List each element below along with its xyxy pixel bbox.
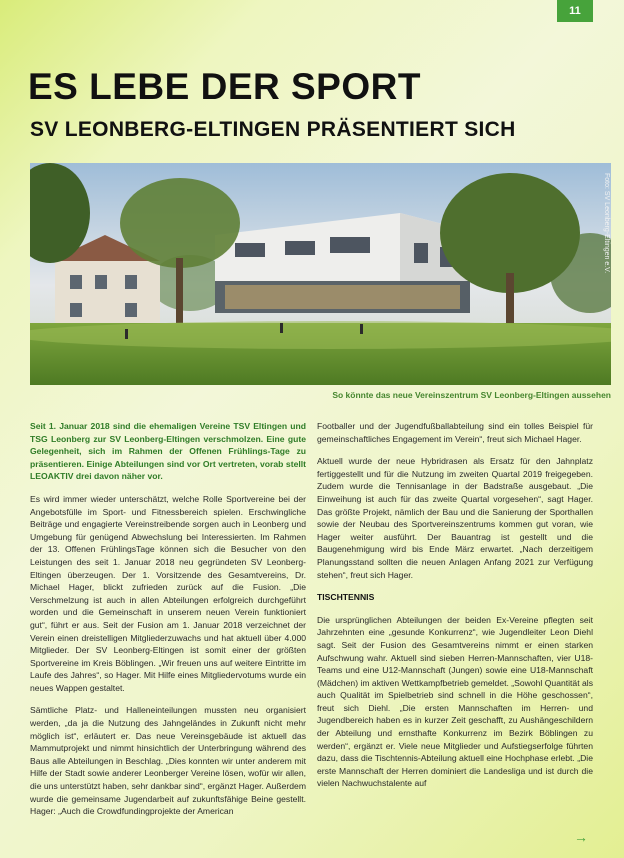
article-paragraph: Footballer und der Jugendfußballabteilung sind ein tolles Beispiel für gemeinschaftliches Engagement im Verein“, freut sich Michael Hager. [317,421,593,444]
arrow-right-icon: → [574,829,588,845]
article-paragraph: Die ursprünglichen Abteilungen der beiden Ex-Vereine pflegten seit Jahrzehnten eine „gesunde Konkurrenz“, wie Jugendleiter Leon Diehl sagt. Seit der Fusion des Gesamtvereins nimmt er einen starken Aufschwung wahr. Aktuell sind sieben Herren-Mannschaften, vier U18-Teams und eine U12-Mannschaft (Jungen) sowie eine U18-Mannschaft (Mädchen) im aktiven Wettkampfbetrieb gemeldet. „Sowohl Quantität als auch Qualität im Spielbetrieb sind schnell in die Höhe geschossen“, freut sich Diehl. „Die ersten Mannschaften im Herren- und Jugendbereich haben es in kurzer Zeit geschafft, zu Aushängeschildern der Abteilung und ernsthafte Konkurrenz im Bezirk Böblingen zu werden“, ergänzt er. Viele neue Mitglieder und Aufstiegserfolge führten dazu, dass die Tischtennis-Abteilung aktuell eine Hochphase erlebt. „Die erste Mannschaft der Herren dominiert die Landesliga und ist durch die vielen Nachwuchstalente auf [317,614,593,789]
article-paragraph: Sämtliche Platz- und Halleneinteilungen mussten neu organisiert werden, „da ja die Nutzung des Jahngeländes in Zukunft nicht mehr möglich ist“, erläutert er. Das neue Vereinsgebäude ist aktuell das Mammutprojekt und nimmt hinsichtlich der Unterbringung während des Baus alle Abteilungen in Beschlag. „Dies konnten wir unter anderem mit Hilfe der Stadt sowie anderer Leonberger Vereine lösen, wofür wir allen, die uns unterstützt haben, sehr dankbar sind“, ergänzt Hager. Außerdem wurde die gemeinsame Jugendarbeit auf zukunftsfähige Beine gestellt. Hager: „Auch die Crowdfundingprojekte der American [30,705,306,817]
clubhouse-rendering-illustration [30,163,611,385]
section-heading: TISCHTENNIS [317,592,375,603]
page-title: ES LEBE DER SPORT [28,66,421,107]
clubhouse-rendering-image [30,163,611,385]
photo-credit: Foto: SV Leonberg-Eltingen e.V. [603,173,610,274]
article-column-right [317,420,593,800]
article-column-left [30,420,306,828]
page-subtitle: SV LEONBERG-ELTINGEN PRÄSENTIERT SICH [30,118,516,141]
article-paragraph: Es wird immer wieder unterschätzt, welche Rolle Sportvereine bei der Angebotsfülle im Sport- und Fitnessbereich spielen. Erschwingliche Beiträge und engagierte Vereinstreibende sorgen auch in Leonberg und Umgebung für genügend Abwechslung bei Interessierten. Im Rahmen der 13. Offenen FrühlingsTage können sich die Besucher von den Leistungen des seit 1. Januar 2018 neu gegründeten SV Leonberg-Eltingen überzeugen. Der 1. Vorsitzende des Gesamtvereins, Dr. Michael Hager, blickt zufrieden zurück auf die Fusion. „Die Verschmelzung ist auch in allen Abteilungen erfolgreich durchgeführt worden und die Gemeinschaft in unserem neuen Verein funktioniert gut“, führt er aus. Seit der Fusion am 1. Januar 2018 verzeichnet der Verein einen dreistelligen Mitgliederzuwachs und hat aktuell über 4.000 Mitglieder. Der SV Leonberg-Eltingen ist somit einer der größten Sportvereine im Kreis Böblingen. „Wir freuen uns auf weitere Eintritte im Laufe des Jahres“, so Hager. Mit Hilfe eines Mitgliedervotums wurde ein neues Wappen gestaltet. [30,493,306,693]
article-paragraph: Aktuell wurde der neue Hybridrasen als Ersatz für den Jahnplatz fertiggestellt und für die Nutzung im zweiten Quartal 2019 freigegeben. Zudem wurde die Tennisanlage in der Badstraße ausgebaut. „Die Einweihung ist auch für das zweite Quartal vorgesehen“, sagt Hager. Das größte Projekt, nämlich der Bau und die Sanierung der Sporthallen sowie der Neubau des Sportvereinszentrums kommen gut voran, wie Hager weiter ausführt. Der Bauantrag ist gestellt und die Baugenehmigung wird bis Ende März erwartet. „Nach derzeitigem Planungsstand sollten die neuen Anlagen Anfang 2021 zur Verfügung stehen“, freut sich Hager. [317,456,593,580]
page-number: 11 [557,0,593,22]
article-intro: Seit 1. Januar 2018 sind die ehemaligen Vereine TSV Eltingen und TSG Leonberg zur SV Leonberg-Eltingen verschmolzen. Eine gute Gelegenheit, sich im Rahmen der Offenen Frühlings-Tage zu präsentieren. Einige Abteilungen sind vor Ort vertreten, vorab stellt LEOAKTIV drei davon näher vor. [30,421,306,482]
photo-caption: So könnte das neue Vereinszentrum SV Leonberg-Eltingen aussehen [332,390,611,400]
